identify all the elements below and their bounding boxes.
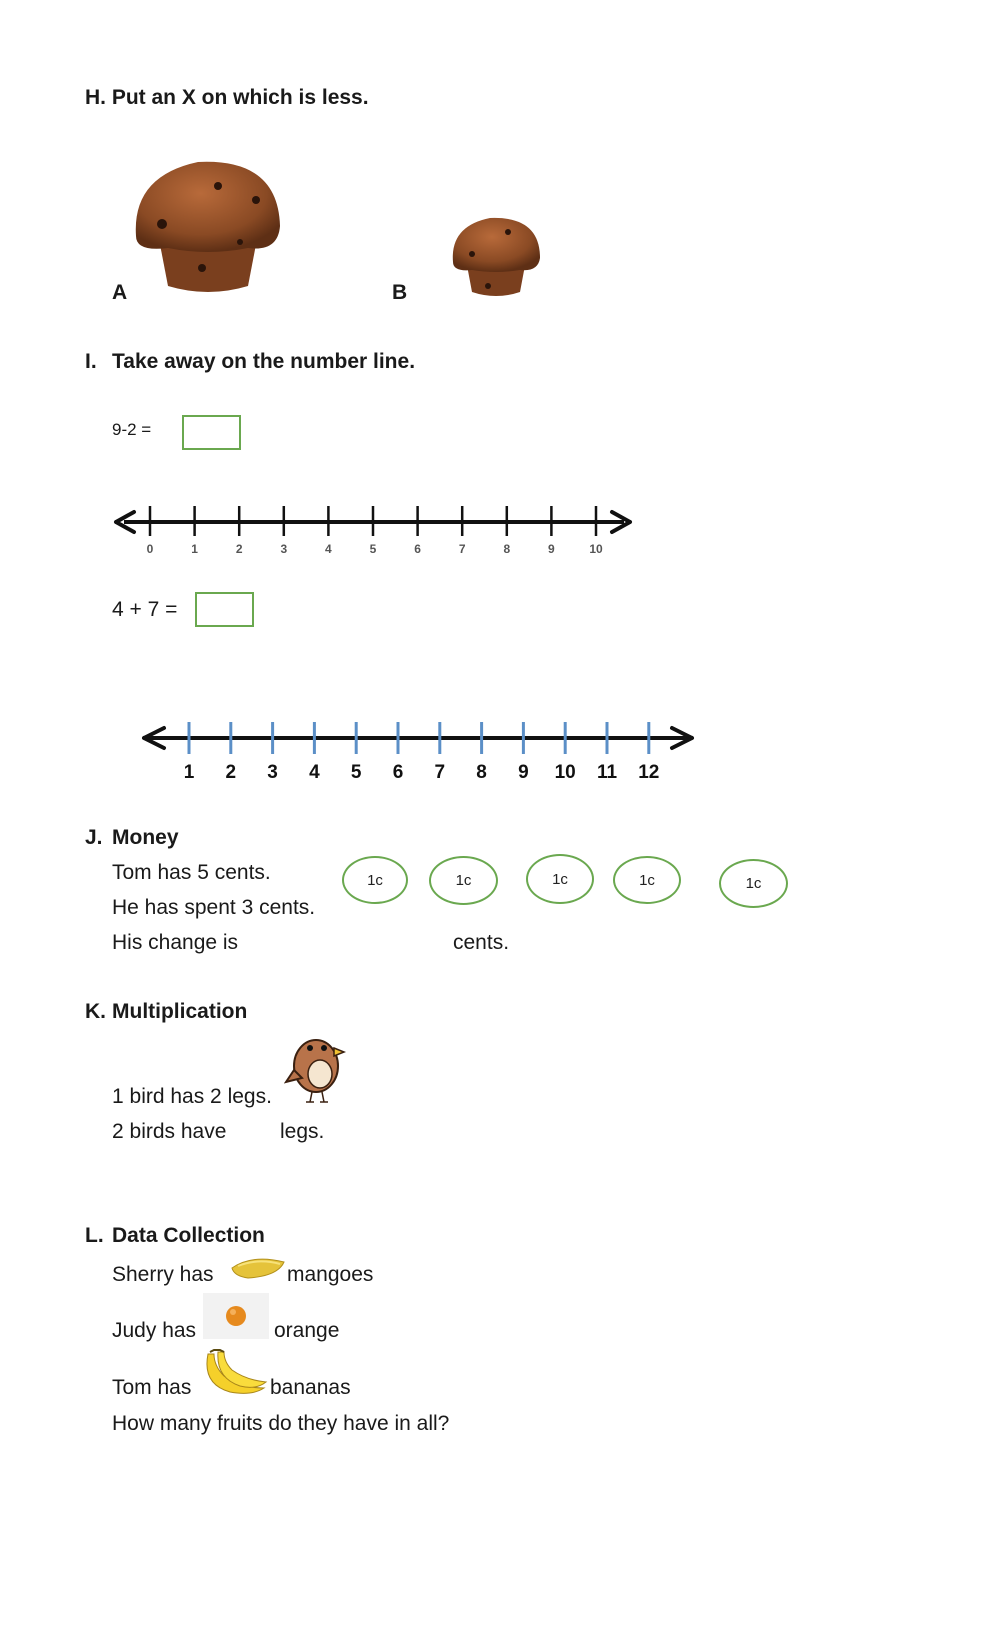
section-j-letter: J.: [85, 826, 103, 849]
section-h-title: H. Put an X on which is less.: [85, 86, 369, 109]
tick-label: 0: [146, 542, 154, 556]
mangoes-text: mangoes: [287, 1263, 374, 1286]
mango-image: [228, 1254, 288, 1284]
tick-label: 10: [554, 762, 576, 783]
coin-label: 1c: [367, 871, 383, 889]
tick-label: 12: [638, 762, 660, 783]
coin-label: 1c: [745, 875, 762, 892]
answer-box-1[interactable]: [182, 415, 241, 450]
tick-label: 9: [518, 762, 529, 783]
coin-5: [719, 859, 788, 908]
tom-text: Tom has: [112, 1376, 192, 1399]
tick-label: 10: [589, 542, 603, 556]
section-k-letter: K.: [85, 1000, 106, 1023]
tick-label: 7: [458, 542, 466, 556]
coin-label: 1c: [455, 872, 472, 889]
section-l-title: Data Collection: [112, 1224, 265, 1247]
mult-line-2-end: legs.: [280, 1120, 325, 1143]
tick-label: 9: [548, 542, 555, 556]
label-b: B: [392, 281, 408, 304]
bananas-image: [200, 1348, 268, 1398]
mult-line-2-start: 2 birds have: [112, 1120, 227, 1143]
tick-label: 3: [280, 542, 288, 556]
section-i-letter: I.: [85, 350, 97, 373]
tick-label: 8: [503, 542, 511, 556]
fruits-question: How many fruits do they have in all?: [112, 1412, 450, 1435]
label-a: A: [112, 281, 128, 304]
tick-label: 1: [183, 762, 195, 783]
tick-label: 5: [369, 542, 377, 556]
coin-2: [429, 856, 498, 905]
tick-label: 2: [235, 542, 243, 556]
section-l-letter: L.: [85, 1224, 104, 1247]
coin-label: 1c: [639, 871, 655, 889]
number-line-0-10: [110, 500, 640, 545]
coin-1: [342, 856, 408, 904]
tick-label: 11: [596, 762, 618, 783]
mult-line-1: 1 bird has 2 legs.: [112, 1085, 272, 1108]
money-line-2: He has spent 3 cents.: [112, 896, 316, 919]
bananas-text: bananas: [270, 1376, 351, 1399]
coin-3: [526, 854, 594, 904]
tick-label: 5: [350, 762, 362, 783]
tick-label: 4: [309, 762, 320, 783]
section-j-title: Money: [112, 826, 179, 849]
bird-image: [284, 1026, 348, 1106]
section-k-title: Multiplication: [112, 1000, 248, 1023]
coin-4: [613, 856, 681, 904]
number-line-1-12: [138, 718, 698, 758]
tick-label: 1: [191, 542, 198, 556]
money-line-1: Tom has 5 cents.: [112, 861, 271, 884]
tick-label: 6: [392, 762, 404, 783]
orange-text: orange: [274, 1319, 340, 1342]
answer-box-2[interactable]: [195, 592, 254, 627]
sherry-text: Sherry has: [112, 1263, 214, 1286]
coin-label: 1c: [552, 870, 568, 888]
money-line-3-start: His change is: [112, 931, 239, 954]
muffin-b-image: [448, 214, 544, 300]
tick-label: 7: [434, 762, 446, 783]
tick-label: 4: [325, 542, 332, 556]
equation-2: 4 + 7 =: [112, 598, 178, 621]
section-i-title: Take away on the number line.: [112, 350, 416, 373]
tick-label: 2: [225, 762, 237, 783]
tick-label: 8: [476, 762, 487, 783]
muffin-a-image: [128, 156, 286, 298]
orange-image: [203, 1293, 269, 1339]
equation-1: 9-2 =: [112, 420, 152, 439]
judy-text: Judy has: [112, 1319, 197, 1342]
tick-label: 6: [414, 542, 421, 556]
money-line-3-end: cents.: [453, 931, 510, 954]
tick-label: 3: [267, 762, 278, 783]
